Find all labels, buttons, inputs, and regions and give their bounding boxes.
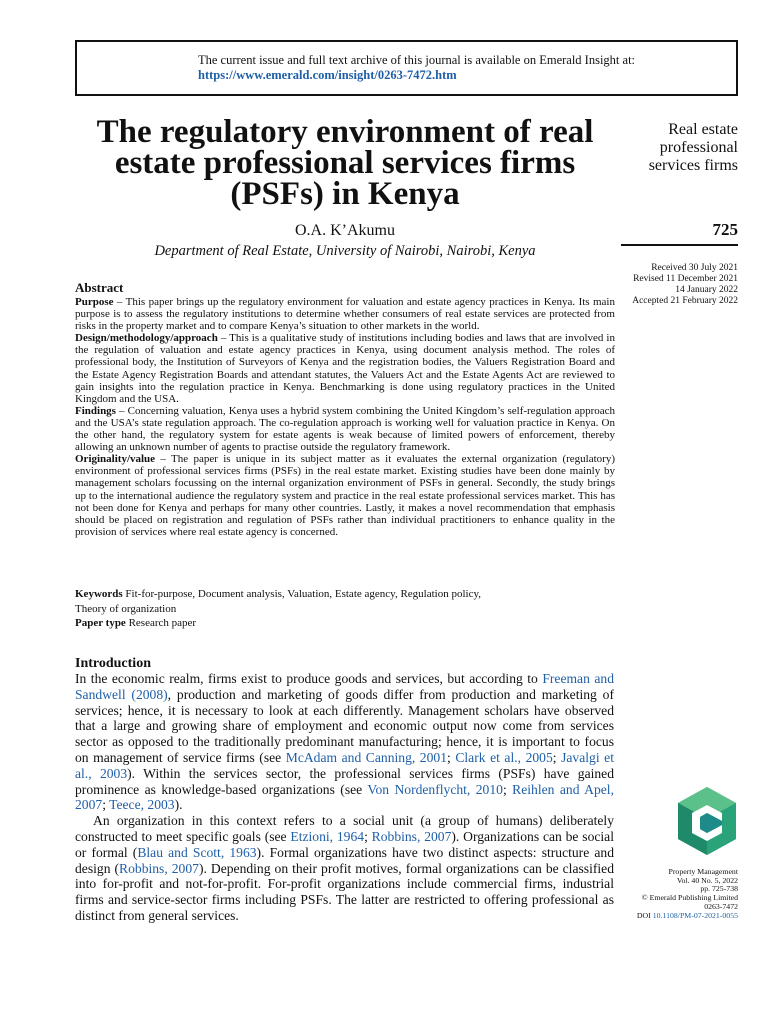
abstract-method [75,332,615,405]
paper-type [75,617,196,629]
paper-type-label: Paper type [75,617,126,629]
citation-link[interactable]: Von Nordenflycht, 2010 [367,781,503,797]
citation-link[interactable]: Etzioni, 1964 [290,828,365,844]
sidebar-rule [621,244,738,246]
journal-volume: Vol. 40 No. 5, 2022 [676,875,738,885]
date-revised: Revised 11 December 2021 [633,274,738,284]
citation-link[interactable]: Clark et al., 2005 [455,749,553,765]
paragraph-text: ; [102,797,110,813]
paragraph-text: , production and marketing of goods differ from production and marketing of services; hence, it is necessary to look at each differently. Management scholars have observed that a large and growing share of employment and economic output now come from services sector as opposed to the traditionally predominant manufacturing; hence, it is important to focus on management of service firms (see [75,686,614,765]
paragraph-text: ). Within the services sector, the professional services firms (PSFs) have gained prominence as knowledge-based organizations (see [75,765,615,797]
citation-link[interactable]: Robbins, 2007 [119,860,199,876]
introduction-paragraph-2 [75,813,614,924]
keywords-text: Fit-for-purpose, Document analysis, Valuation, Estate agency, Regulation policy, [122,588,481,600]
citation-link[interactable]: Robbins, 2007 [371,828,452,844]
doi-line [610,912,738,921]
paragraph-text: ). Organizations can be social or formal ( [75,828,614,860]
citation-link[interactable]: Teece, 2003 [109,797,175,813]
emerald-logo-icon [676,785,738,857]
journal-issn: 0263-7472 [704,901,738,911]
publication-info [610,868,738,920]
paragraph-text: ; [502,781,513,797]
paragraph-text: ; [447,749,456,765]
date-accepted: Accepted 21 February 2022 [632,296,738,306]
purpose-label: Purpose [75,296,114,308]
originality-text: – The paper is unique in its subject matter as it evaluates the external organization (regulatory) environment of professional services firms (PSFs) in the real estate market. Existing studies have been done mainly by management scholars focussing on the internal organization environment of PSFs in general. Secondly, the study brings up to the international audience the regulatory system and practice in the real estate professional services market. This has not been done for Kenya and perhaps for many other countries. Lastly, it makes a novel recommendation that emphasis should be placed on registration and regulation of PSFs rather than individual practitioners to enhance quality in the provision of services where real estate agency is concerned. [75,453,615,538]
doi-link[interactable]: 10.1108/PM-07-2021-0055 [652,910,738,920]
paragraph-text: ; [364,828,372,844]
keywords-label: Keywords [75,588,123,600]
paragraph-text: An organization in this context refers to a social unit (a group of humans) deliberately constructed to meet specific goals (see [75,813,614,844]
author-name: O.A. K’Akumu [295,222,395,239]
running-title: Real estate professional services firms [648,121,738,174]
keywords [75,587,615,617]
paragraph-text: ). [174,797,183,813]
date-revised-2: 14 January 2022 [675,285,738,295]
introduction-paragraph-1 [75,671,614,813]
citation-link[interactable]: Freeman and Sandwell (2008) [75,671,614,702]
abstract-heading: Abstract [75,280,124,295]
abstract-originality [75,453,615,538]
citation-link[interactable]: McAdam and Canning, 2001 [285,749,447,765]
author-affiliation: Department of Real Estate, University of Nairobi, Nairobi, Kenya [154,243,536,259]
paper-type-text: Research paper [125,617,197,629]
introduction-body [75,671,614,924]
purpose-text: – This paper brings up the regulatory environment for valuation and estate agency practices in Kenya. Its main purpose is to assess the regulatory institutions to determine whether consumers of real estate services are protected from risks in the property market and to compare Kenya’s situation to other markets in the world. [75,296,615,333]
paragraph-text: ; [552,749,562,765]
paragraph-text: In the economic realm, firms exist to produce goods and services, but according to [75,671,543,686]
citation-link[interactable]: Blau and Scott, 1963 [137,844,257,860]
keywords-line-2: Theory of organization [75,603,177,615]
date-received: Received 30 July 2021 [651,263,738,273]
abstract-body [75,296,615,538]
paragraph-text: ). Formal organizations have two distinct aspects: structure and design ( [75,844,614,876]
page-number: 725 [712,220,738,239]
doi-label: DOI [636,910,651,920]
paragraph-text: ). Depending on their profit motives, formal organizations can be classified into for-profit and not-for-profit. For-profit organizations include commercial firms, industrial firms and service-sector firms including PSFs. The latter are restricted to offering professional as distinct from general services. [75,860,614,923]
keywords-line [75,587,615,602]
journal-pages: pp. 725-738 [700,884,738,894]
method-text: – This is a qualitative study of institutions including bodies and laws that are involved in the regulation of valuation and estate agency practices in Kenya, using document analysis method. The roles of professional body, the Institution of Surveyors of Kenya and the registration bodies, the Valuers Registration Board and the Estate Agency Registration Boards and attendant statutes, the Valuers Act and the Estate Agents Act are reviewed to gain insights into the regulation practice in Kenya. Benchmarking is done using regulatory practices in the United Kingdom and the USA. [75,332,615,405]
journal-name: Property Management [668,867,738,876]
citation-link[interactable]: Javalgi et al., 2003 [75,749,614,781]
findings-label: Findings [75,404,116,417]
journal-url-link[interactable]: https://www.emerald.com/insight/0263-7472.htm [198,68,457,82]
journal-copyright: © Emerald Publishing Limited [641,893,738,903]
originality-label: Originality/value [75,453,156,466]
journal-notice-text: The current issue and full text archive of this journal is available on Emerald Insight at: [198,53,636,67]
abstract-purpose [75,296,615,332]
findings-text: – Concerning valuation, Kenya uses a hybrid system combining the United Kingdom’s self-regulation approach and the USA’s state regulation approach. The co-regulation approach is working well for valuation practice in Kenya. On the other hand, the regulatory system for estate agents is weak because of limited powers of enforcement, thereby allowing an unknown number of agents to practise outside the regulatory framework. [75,404,615,454]
article-dates [600,263,738,307]
citation-link[interactable]: Reihlen and Apel, 2007 [75,781,614,813]
article-title: The regulatory environment of real estate professional services firms (PSFs) in Kenya [96,114,594,212]
abstract-findings [75,405,615,453]
section-heading-introduction: Introduction [75,656,151,671]
method-label: Design/methodology/approach [75,332,218,345]
